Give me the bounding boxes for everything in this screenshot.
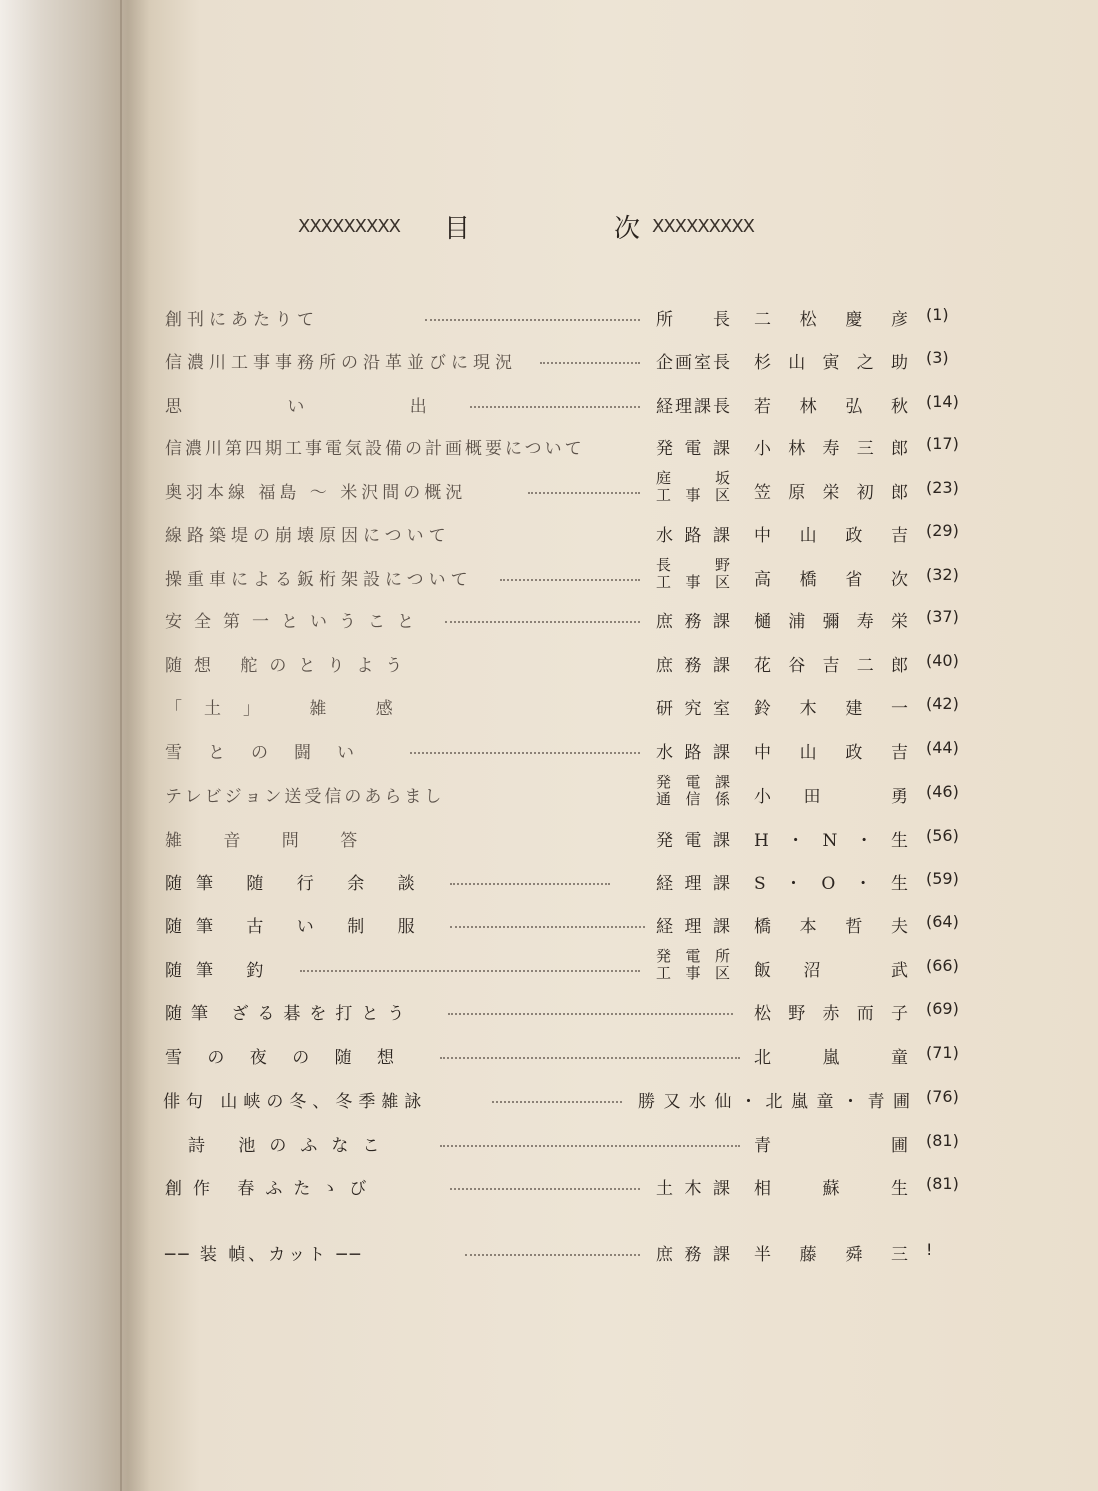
entry-department: 水路課 [656, 743, 730, 763]
entry-title: 思 い 出 [165, 397, 477, 417]
entry-page: (40) [926, 651, 959, 670]
toc-entry [0, 773, 1098, 822]
entry-title: 俳句 山峡の冬、冬季雑詠 [163, 1092, 428, 1112]
toc-entry [0, 607, 1098, 647]
entry-page: (32) [926, 565, 959, 584]
entry-title: 信濃川工事事務所の沿革並びに現況 [165, 353, 517, 373]
entry-title: 雑 音 問 答 [165, 831, 376, 851]
toc-entry [0, 434, 1098, 474]
entry-department: 庶務課 [656, 1245, 730, 1265]
toc-entry [0, 826, 1098, 866]
entry-title: 「土」 雑 感 [165, 699, 415, 719]
entry-page: (69) [926, 999, 959, 1018]
entry-title: 創作 春ふたゝび [165, 1179, 378, 1199]
entry-page: (42) [926, 694, 959, 713]
entry-author: 半藤舜三 [754, 1245, 908, 1265]
heading-char-2: 次 [614, 214, 641, 244]
entry-title: 随想 舵のとりよう [165, 656, 415, 676]
toc-entry [0, 1240, 1098, 1280]
entry-page: (17) [926, 434, 959, 453]
entry-department: 土木課 [656, 1179, 730, 1199]
leader-dots [492, 1101, 622, 1103]
heading-char-1: 目 [444, 214, 471, 244]
toc-entry [0, 947, 1098, 996]
entry-page: (81) [926, 1131, 959, 1150]
entry-author: H・N・生 [754, 831, 908, 851]
department-line-2: 工事区 [656, 573, 730, 591]
entry-page: (71) [926, 1043, 959, 1062]
leader-dots [465, 1254, 640, 1256]
entry-department: 水路課 [656, 526, 730, 546]
entry-title: 安全第一ということ [165, 612, 426, 632]
entry-department: 発電課 [656, 439, 730, 459]
entry-department: 発電課 [656, 831, 730, 851]
entry-author: 鈴木建一 [754, 699, 908, 719]
entry-title: 詩 池のふなこ [188, 1136, 394, 1156]
leader-dots [528, 492, 640, 494]
toc-entry [0, 738, 1098, 778]
entry-page: (29) [926, 521, 959, 540]
entry-department [656, 470, 730, 504]
entry-author: 杉山寅之助 [754, 353, 908, 373]
entry-page: (1) [926, 305, 949, 324]
leader-dots [450, 883, 610, 885]
leader-dots [540, 362, 640, 364]
toc-entry [0, 348, 1098, 388]
entry-page: (44) [926, 738, 959, 757]
leader-dots [450, 926, 645, 928]
entry-author: 高橋省次 [754, 570, 908, 590]
entry-author: 松野赤而子 [754, 1004, 908, 1024]
toc-entry [0, 305, 1098, 345]
entry-author: 北 嵐 童 [754, 1048, 908, 1068]
entry-author: S・O・生 [754, 874, 908, 894]
entry-department: 経理課 [656, 874, 730, 894]
entry-page: (64) [926, 912, 959, 931]
toc-entry [0, 556, 1098, 605]
entry-author: 樋浦彌寿栄 [754, 612, 908, 632]
entry-page: (76) [926, 1087, 959, 1106]
leader-dots [300, 970, 640, 972]
entry-department [656, 557, 730, 591]
toc-entry [0, 469, 1098, 518]
entry-title: テレビジョン送受信のあらまし [165, 787, 445, 807]
leader-dots [500, 579, 640, 581]
entry-page: (81) [926, 1174, 959, 1193]
entry-title: 随筆 古 い 制 服 [165, 917, 429, 937]
leader-dots [440, 1145, 740, 1147]
department-line-1: 庭 坂 [656, 469, 730, 487]
entry-page: (23) [926, 478, 959, 497]
entry-author: 二松慶彦 [754, 310, 908, 330]
entry-page: (3) [926, 348, 949, 367]
entry-author: 中山政吉 [754, 743, 908, 763]
toc-entry [0, 392, 1098, 432]
entry-title: 創刊にあたりて [165, 310, 319, 330]
entry-author: 笠原栄初郎 [754, 483, 908, 503]
entry-title: 雪との闘い [165, 743, 380, 763]
entry-department [656, 948, 730, 982]
toc-entry [0, 651, 1098, 691]
leader-dots [450, 1188, 640, 1190]
toc-entry [0, 1043, 1098, 1083]
entry-author: 相 蘇 生 [754, 1179, 908, 1199]
entry-page: (56) [926, 826, 959, 845]
toc-entry [0, 521, 1098, 561]
toc-entry [0, 1174, 1098, 1214]
entry-author: 花谷吉二郎 [754, 656, 908, 676]
entry-page: (46) [926, 782, 959, 801]
leader-dots [425, 319, 640, 321]
toc-entry [0, 1131, 1098, 1171]
entry-title: ── 装 幀、カット ── [165, 1245, 363, 1265]
heading-decoration-right: XXXXXXXXX [652, 216, 754, 237]
entry-title: 操重車による鈑桁架設について [165, 570, 473, 590]
entry-title: 線路築堤の崩壊原因について [165, 526, 451, 546]
toc-entry [0, 912, 1098, 952]
entry-author: 小林寿三郎 [754, 439, 908, 459]
leader-dots [448, 1013, 733, 1015]
entry-department: 庶務課 [656, 612, 730, 632]
entry-department: 企画室長 [656, 353, 730, 373]
entry-department: 研究室 [656, 699, 730, 719]
entry-page: (37) [926, 607, 959, 626]
department-line-2: 工事区 [656, 486, 730, 504]
toc-heading [298, 208, 798, 248]
leader-dots [445, 621, 640, 623]
department-line-1: 発電所 [656, 947, 730, 965]
department-line-2: 通信係 [656, 790, 730, 808]
entry-author: 勝又水仙・北嵐童・青圃 [638, 1092, 910, 1112]
entry-department: 経理課 [656, 917, 730, 937]
leader-dots [470, 406, 640, 408]
entry-page: (14) [926, 392, 959, 411]
entry-author: 橋本哲夫 [754, 917, 908, 937]
leader-dots [440, 1057, 740, 1059]
entry-department: 庶務課 [656, 656, 730, 676]
entry-title: 奥羽本線 福島 ～ 米沢間の概況 [165, 483, 467, 503]
entry-page: (66) [926, 956, 959, 975]
toc-entry [0, 869, 1098, 909]
entry-title: 信濃川第四期工事電気設備の計画概要について [165, 439, 585, 459]
entry-department: 経理課長 [656, 397, 730, 417]
entry-author: 飯沼 武 [754, 961, 908, 981]
entry-title: 随筆 ざる碁を打とう [165, 1004, 414, 1024]
entry-department: 所長 [656, 310, 730, 330]
toc-entry [0, 999, 1098, 1039]
toc-entry [0, 694, 1098, 734]
entry-author: 中山政吉 [754, 526, 908, 546]
heading-decoration-left: XXXXXXXXX [298, 216, 400, 237]
entry-author: 青 圃 [754, 1136, 908, 1156]
entry-department [656, 774, 730, 808]
leader-dots [410, 752, 640, 754]
entry-title: 随筆 釣 [165, 961, 278, 981]
department-line-1: 長 野 [656, 556, 730, 574]
entry-title: 随筆 随 行 余 談 [165, 874, 429, 894]
entry-page: ! [926, 1240, 933, 1259]
department-line-2: 工事区 [656, 964, 730, 982]
entry-author: 若林弘秋 [754, 397, 908, 417]
toc-entry [0, 1087, 1098, 1127]
entry-title: 雪 の 夜 の 随 想 [165, 1048, 405, 1068]
entry-page: (59) [926, 869, 959, 888]
entry-author: 小田 勇 [754, 787, 908, 807]
department-line-1: 発電課 [656, 773, 730, 791]
